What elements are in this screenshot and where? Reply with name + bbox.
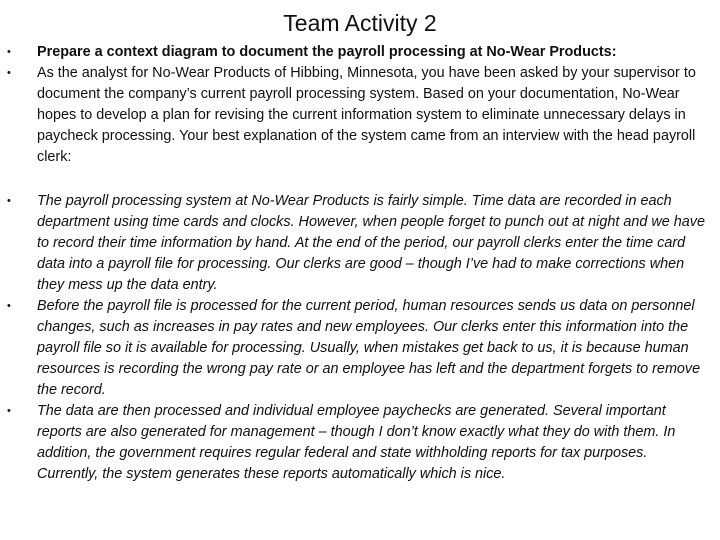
bullet-item-paychecks-reports	[0, 401, 720, 485]
bullet-item-context	[0, 63, 720, 168]
bullet-icon: •	[7, 300, 11, 312]
bullet-icon: •	[7, 405, 11, 417]
bullet-item-task	[0, 42, 720, 63]
bullet-icon: •	[7, 195, 11, 207]
bullet-text: The data are then processed and individual employee paychecks are generated. Several important reports are also generated for management – though I don’t know exactly what they do with them. In addition, the government requires regular federal and state withholding reports for tax purposes. Currently, the system generates these reports automatically which is nice.	[37, 403, 676, 482]
bullet-list	[0, 42, 720, 485]
bullet-icon: •	[7, 46, 11, 58]
bullet-item-personnel-changes	[0, 296, 720, 401]
bullet-text: Prepare a context diagram to document the payroll processing at No-Wear Products:	[37, 44, 617, 60]
slide-title: Team Activity 2	[283, 10, 437, 36]
bullet-icon: •	[7, 67, 11, 79]
bullet-text: Before the payroll file is processed for the current period, human resources sends us data on personnel changes, such as increases in pay rates and new employees. Our clerks enter this information into the payroll file so it is available for processing. Usually, when mistakes get back to us, it is because human resources is recording the wrong pay rate or an employee has left and the department forgets to remove the record.	[37, 298, 701, 398]
bullet-item-time-data	[0, 191, 720, 296]
bullet-text: The payroll processing system at No-Wear Products is fairly simple. Time data are recorded in each department using time cards and clocks. However, when people forget to punch out at night and we have to record their time information by hand. At the end of the period, our payroll clerks enter the time card data into a payroll file for processing. Our clerks are good – though I’ve had to make corrections when they mess up the data entry.	[37, 193, 705, 293]
bullet-text: As the analyst for No-Wear Products of Hibbing, Minnesota, you have been asked by your supervisor to document the company’s current payroll processing system. Based on your documentation, No-Wear hopes to develop a plan for revising the current information system to eliminate unnecessary delays in paycheck processing. Your best explanation of the system came from an interview with the head payroll clerk:	[37, 65, 696, 165]
